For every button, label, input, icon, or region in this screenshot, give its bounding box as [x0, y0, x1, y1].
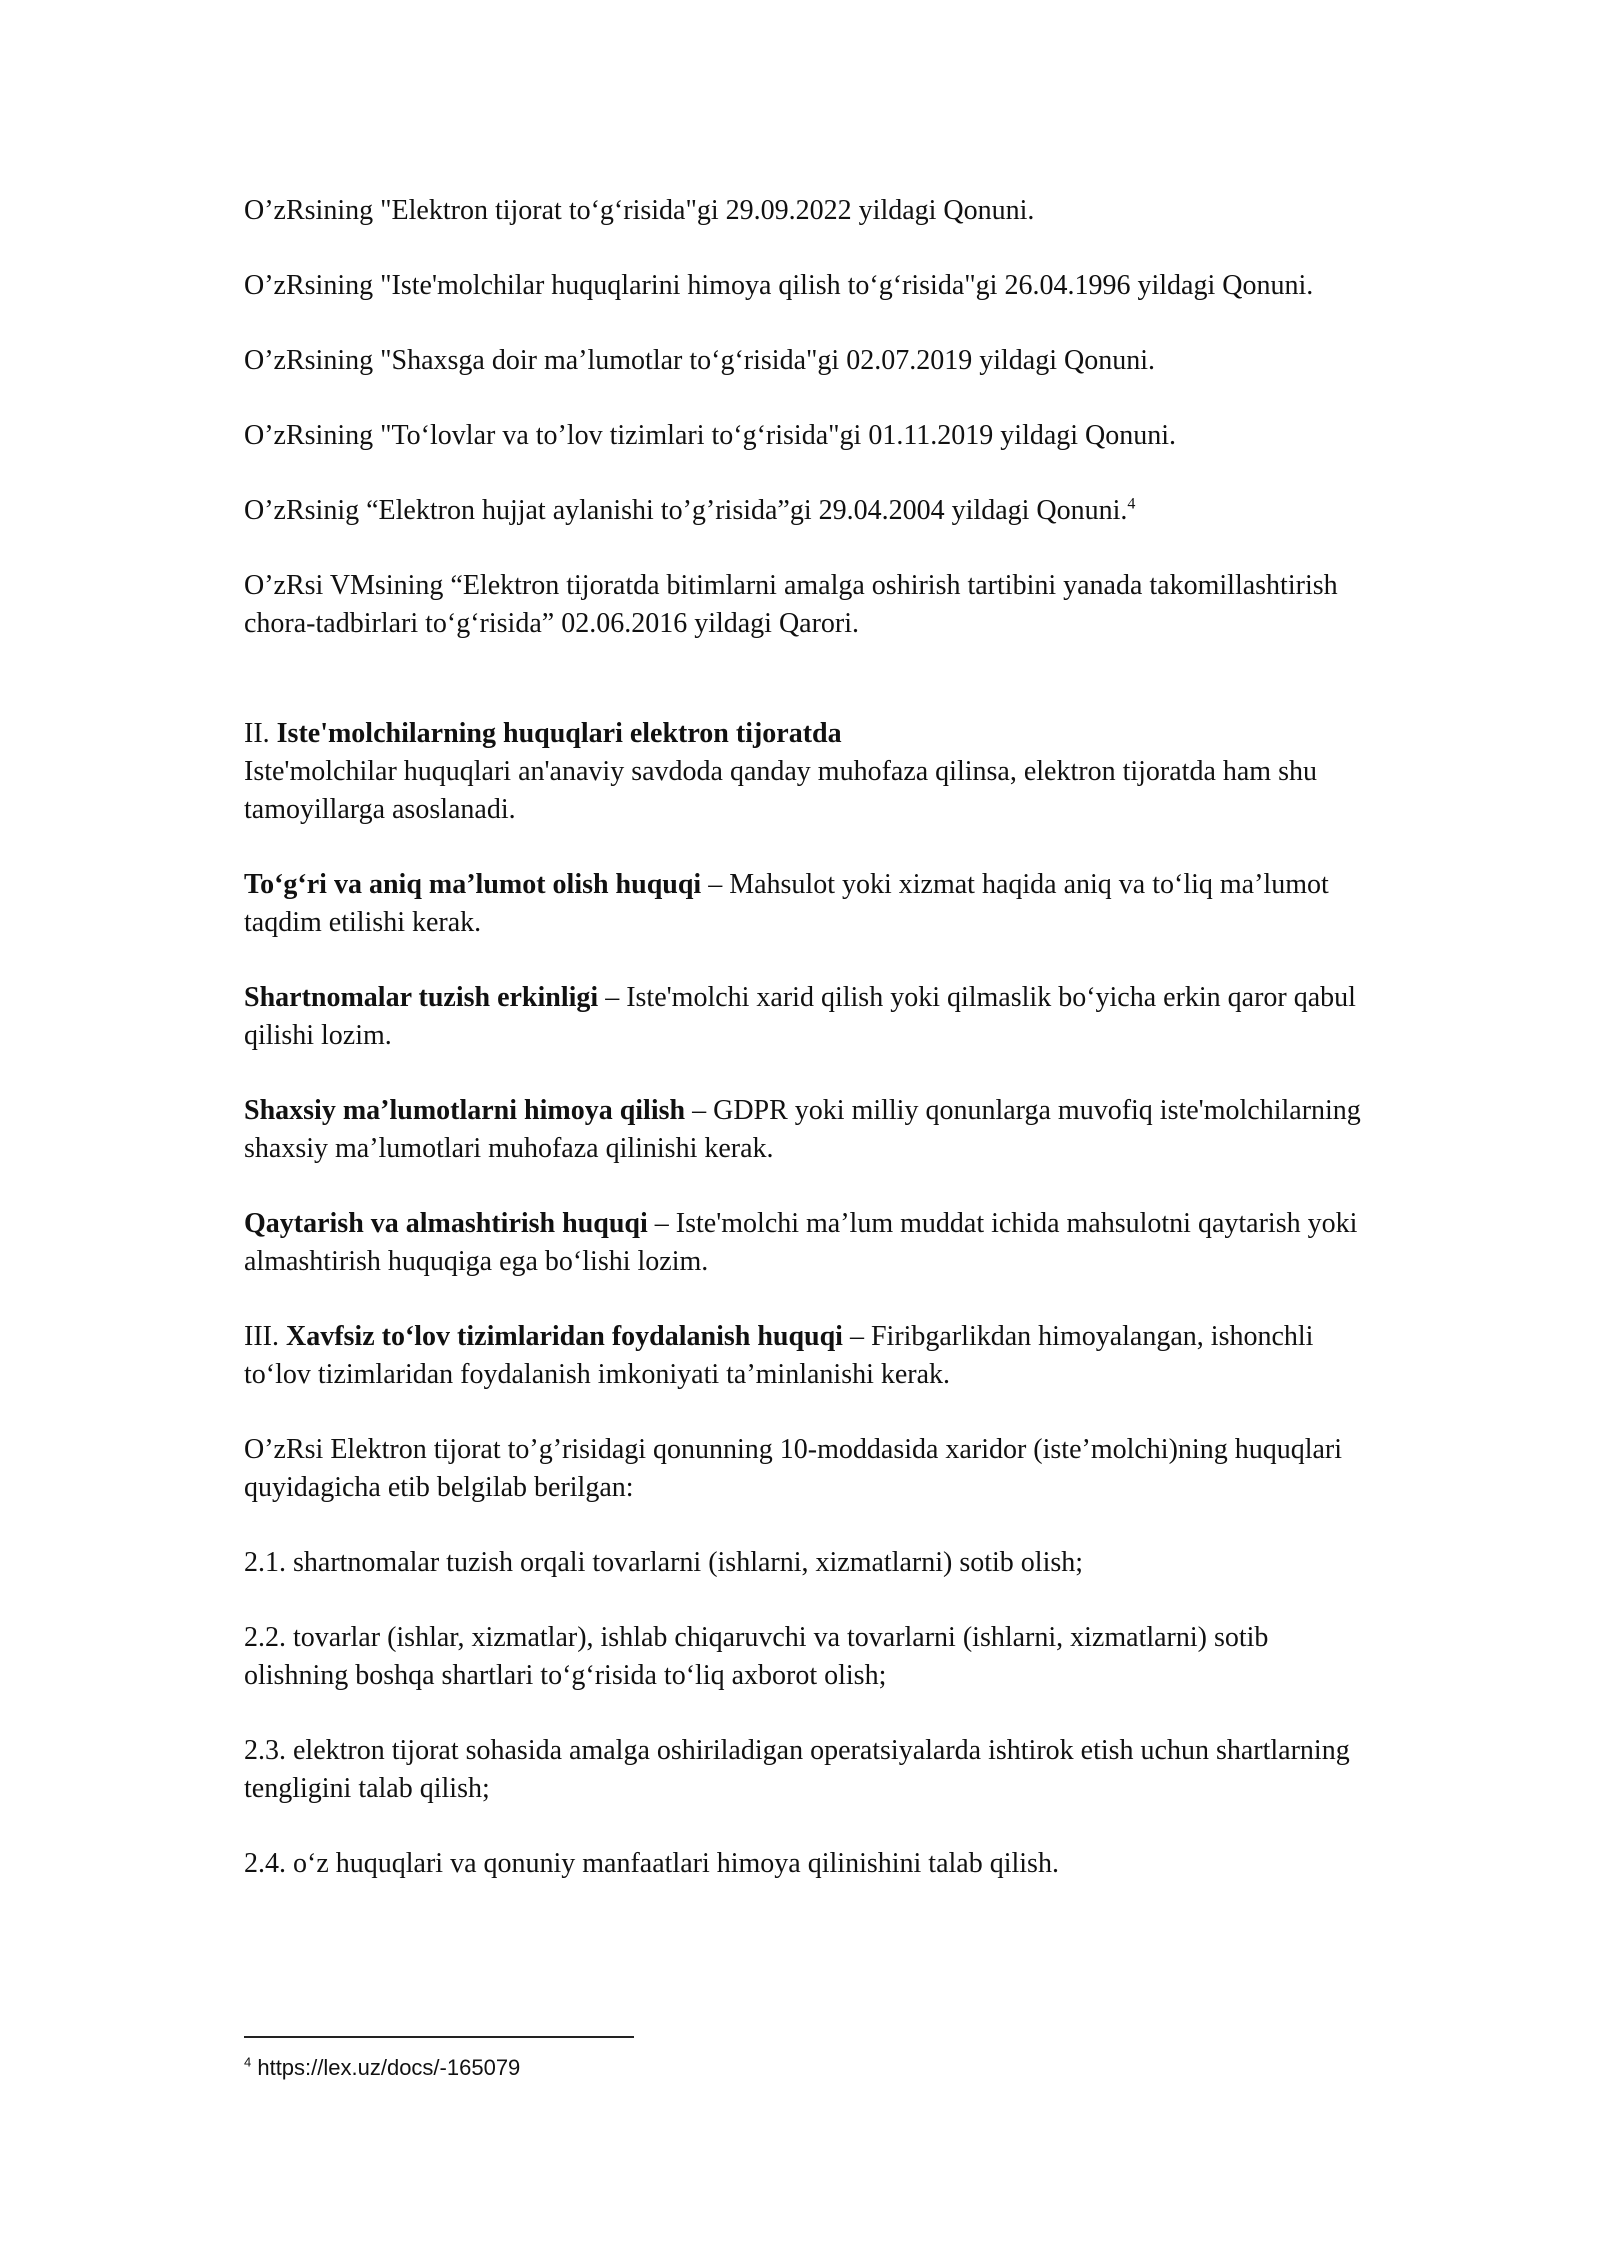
article-item: 2.3. elektron tijorat sohasida amalga oshiriladigan operatsiyalarda ishtirok etish uchun shartlarning tengligini talab qilish; — [244, 1735, 1350, 1804]
footnote — [244, 2053, 520, 2083]
section-3-title: Xavfsiz to‘lov tizimlaridan foydalanish huquqi — [285, 1321, 843, 1352]
law-reference-1: O’zRsining "Elektron tijorat to‘g‘risida"gi 29.09.2022 yildagi Qonuni. — [244, 195, 1035, 226]
section-3-paragraph — [244, 1318, 1374, 1394]
article-item: 2.4. o‘z huquqlari va qonuniy manfaatlari himoya qilinishini talab qilish. — [244, 1848, 1059, 1879]
right-item — [244, 979, 1374, 1055]
law-reference-4: O’zRsining "To‘lovlar va to’lov tizimlari to‘g‘risida"gi 01.11.2019 yildagi Qonuni. — [244, 420, 1177, 451]
section-2-heading — [244, 715, 1374, 753]
right-text: – Iste'molchi ma’lum muddat ichida mahsulotni qaytarish yoki almashtirish huquqiga ega bo‘lishi lozim. — [244, 1208, 1358, 1277]
document-body — [244, 192, 1374, 1883]
section-3-text: – Firibgarlikdan himoyalangan, ishonchli to‘lov tizimlaridan foydalanish imkoniyati ta’minlanishi kerak. — [244, 1321, 1314, 1390]
section-3-number: III. — [244, 1321, 286, 1352]
section-2-number: II. — [244, 718, 277, 749]
right-text: – GDPR yoki milliy qonunlarga muvofiq iste'molchilarning shaxsiy ma’lumotlari muhofaza qilinishi kerak. — [244, 1095, 1361, 1164]
right-item — [244, 1205, 1374, 1281]
section-2-title: Iste'molchilarning huquqlari elektron tijoratda — [276, 718, 842, 749]
right-title: Shaxsiy ma’lumotlarni himoya qilish — [244, 1095, 686, 1126]
right-text: – Mahsulot yoki xizmat haqida aniq va to‘liq ma’lumot taqdim etilishi kerak. — [244, 869, 1329, 938]
footnote-separator — [244, 2036, 634, 2038]
law-reference-5-text: O’zRsinig “Elektron hujjat aylanishi to’g’risida”gi 29.04.2004 yildagi Qonuni. — [244, 495, 1128, 526]
section-spacer — [244, 643, 1374, 715]
law-reference-5 — [244, 492, 1374, 530]
right-item — [244, 1092, 1374, 1168]
article-item: 2.1. shartnomalar tuzish orqali tovarlarni (ishlarni, xizmatlarni) sotib olish; — [244, 1547, 1084, 1578]
right-text: – Iste'molchi xarid qilish yoki qilmaslik bo‘yicha erkin qaror qabul qilishi lozim. — [244, 982, 1356, 1051]
law-reference-2: O’zRsining "Iste'molchilar huquqlarini himoya qilish to‘g‘risida"gi 26.04.1996 yildagi Qonuni. — [244, 270, 1314, 301]
right-title: Qaytarish va almashtirish huquqi — [244, 1208, 648, 1239]
law-reference-3: O’zRsining "Shaxsga doir ma’lumotlar to‘g‘risida"gi 02.07.2019 yildagi Qonuni. — [244, 345, 1155, 376]
footnote-link[interactable]: https://lex.uz/docs/-165079 — [251, 2055, 521, 2080]
article-intro: O’zRsi Elektron tijorat to’g’risidagi qonunning 10-moddasida xaridor (iste’molchi)ning huquqlari quyidagicha etib belgilab berilgan: — [244, 1434, 1343, 1503]
law-reference-6: O’zRsi VMsining “Elektron tijoratda bitimlarni amalga oshirish tartibini yanada takomillashtirish chora-tadbirlari to‘g‘risida” 02.06.2016 yildagi Qarori. — [244, 570, 1338, 639]
footnote-reference[interactable]: 4 — [1127, 495, 1136, 513]
right-item — [244, 866, 1374, 942]
right-title: To‘g‘ri va aniq ma’lumot olish huquqi — [244, 869, 702, 900]
right-title: Shartnomalar tuzish erkinligi — [244, 982, 599, 1013]
article-item: 2.2. tovarlar (ishlar, xizmatlar), ishlab chiqaruvchi va tovarlarni (ishlarni, xizmatlarni) sotib olishning boshqa shartlari to‘g‘risida to‘liq axborot olish; — [244, 1622, 1269, 1691]
section-2-intro: Iste'molchilar huquqlari an'anaviy savdoda qanday muhofaza qilinsa, elektron tijoratda ham shu tamoyillarga asoslanadi. — [244, 756, 1317, 825]
footnote-marker: 4 — [244, 2054, 252, 2070]
